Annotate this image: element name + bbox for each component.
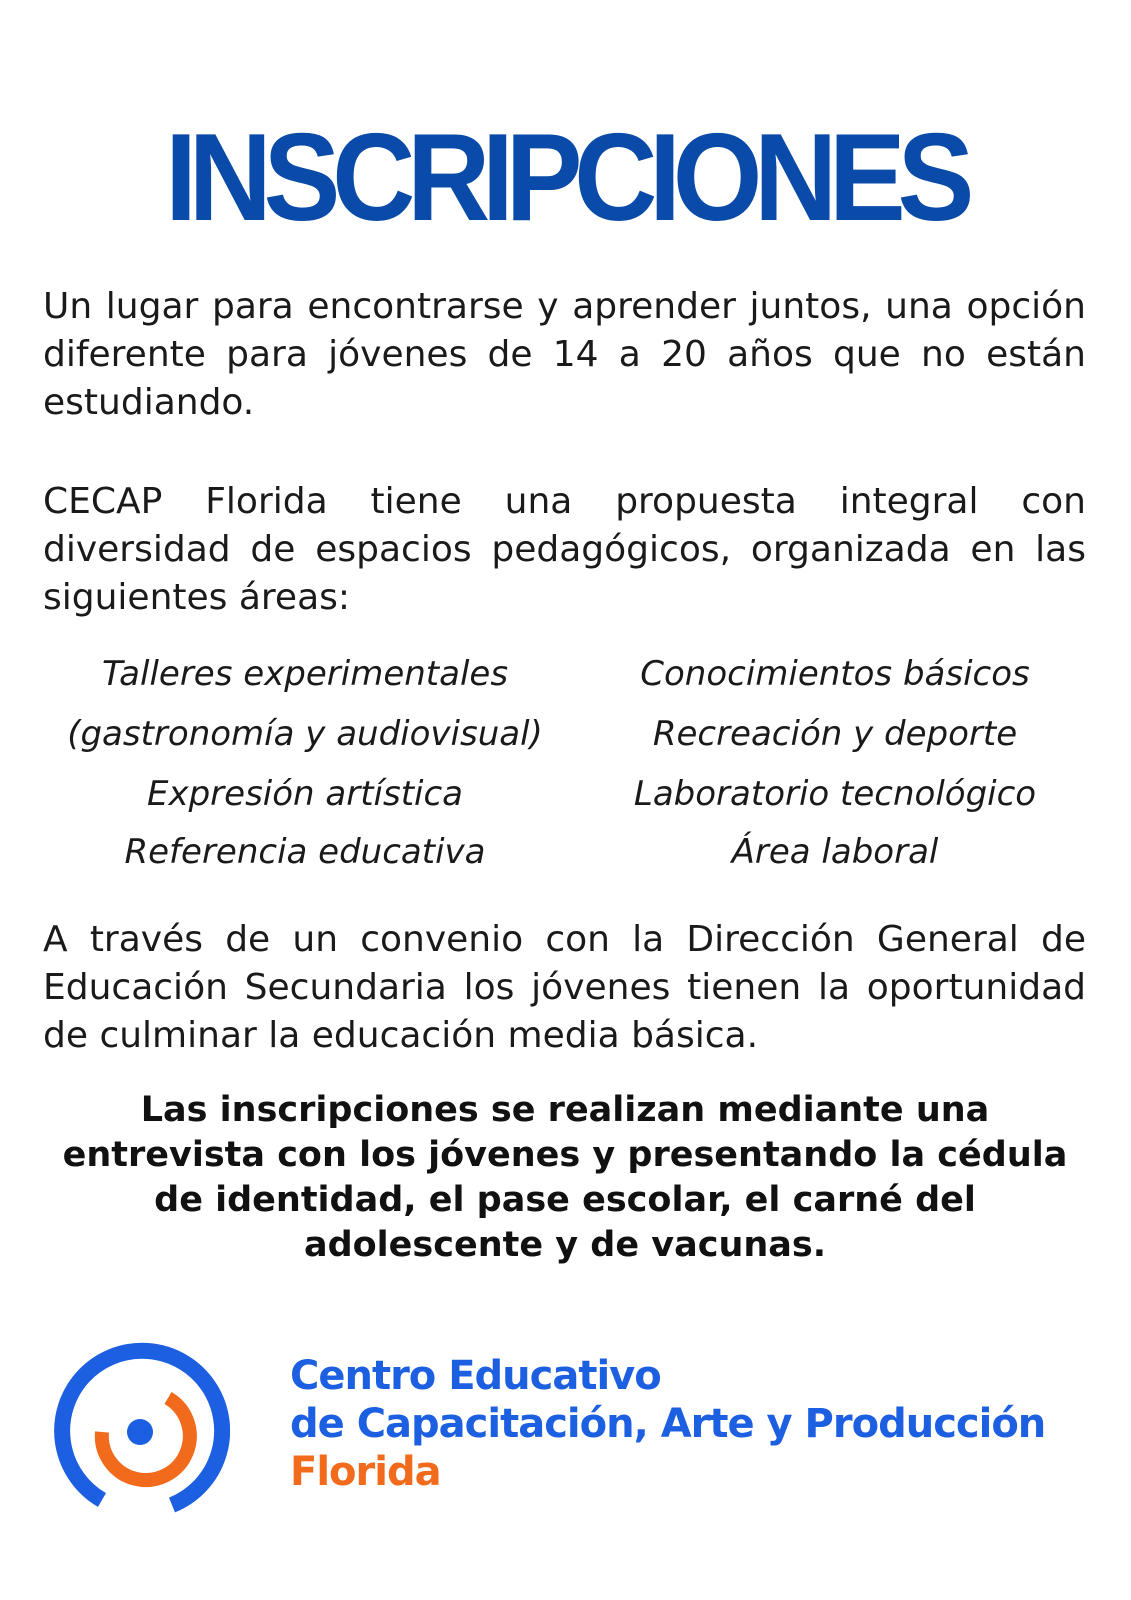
areas-left-column (40, 644, 570, 880)
logo-line: Centro Educativo (290, 1353, 661, 1399)
area-item: Área laboral (731, 832, 939, 872)
requirements-line: entrevista con los jóvenes y presentando la cédula (62, 1135, 1068, 1175)
intro-paragraph: Un lugar para encontrarse y aprender juntos, una opción diferente para jóvenes de 14 a 20 años que no están estudiando. (43, 286, 1086, 423)
logo-line: de Capacitación, Arte y Producción (290, 1401, 1046, 1447)
area-item: Conocimientos básicos (640, 654, 1030, 694)
requirements-line: adolescente y de vacunas. (303, 1225, 827, 1265)
requirements-line: de identidad, el pase escolar, el carné del (154, 1180, 976, 1220)
area-item: Talleres experimentales (101, 654, 509, 694)
areas-list (40, 644, 1100, 880)
area-item: Laboratorio tecnológico (633, 774, 1037, 814)
page-title: INSCRIPCIONES (164, 109, 967, 247)
area-item: Recreación y deporte (652, 714, 1018, 754)
requirements-line: Las inscripciones se realizan mediante una (140, 1090, 990, 1130)
agreement-paragraph: A través de un convenio con la Dirección General de Educación Secundaria los jóvenes tienen la oportunidad de culminar la educación media básica. (43, 919, 1086, 1056)
requirements-note (40, 1088, 1090, 1268)
area-item: (gastronomía y audiovisual) (67, 714, 543, 754)
area-item: Referencia educativa (124, 832, 486, 872)
cecap-logo-icon (50, 1340, 230, 1520)
logo-wordmark (290, 1352, 1045, 1496)
logo-line-city: Florida (290, 1449, 441, 1495)
proposal-paragraph: CECAP Florida tiene una propuesta integral con diversidad de espacios pedagógicos, organizada en las siguientes áreas: (43, 481, 1086, 618)
areas-right-column (570, 644, 1100, 880)
area-item: Expresión artística (146, 774, 463, 814)
